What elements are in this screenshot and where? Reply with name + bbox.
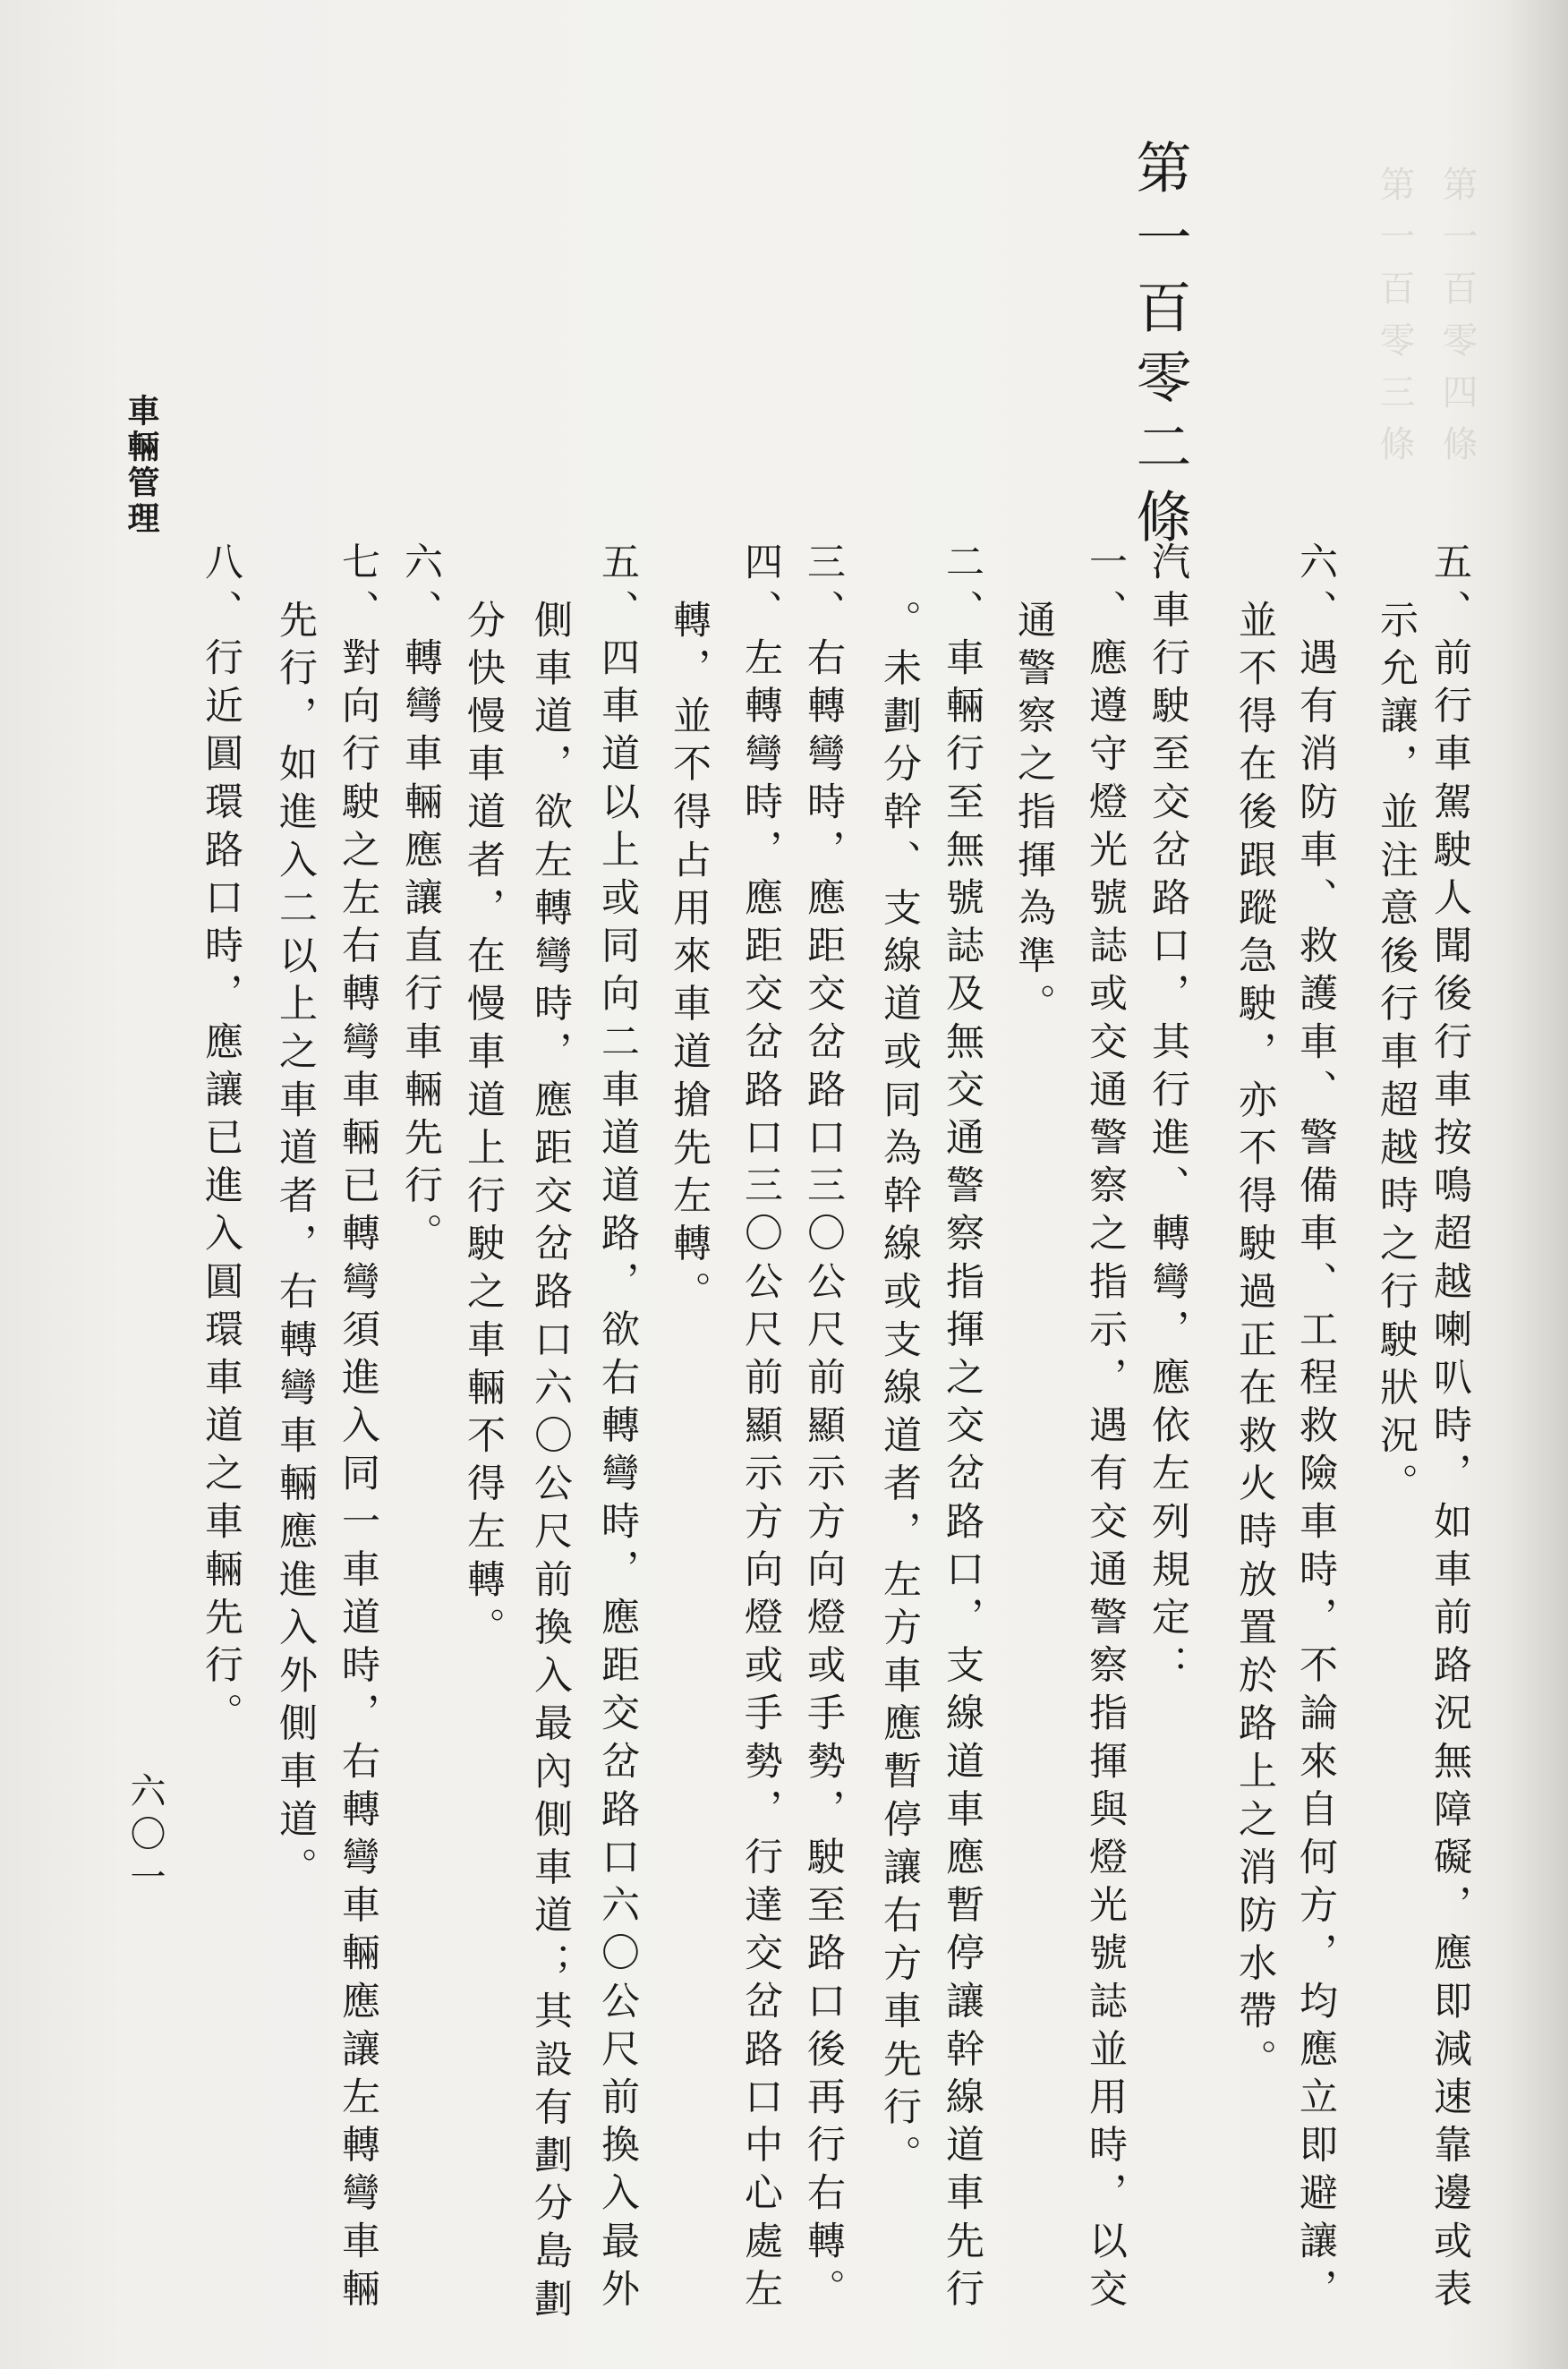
text-column: 五、四車道以上或同向二車道道路，欲右轉彎時，應距交岔路口六〇公尺前換入最外 — [595, 541, 640, 2317]
text-column: 先行，如進入二以上之車道者，右轉彎車輛應進入外側車道。 — [273, 600, 318, 1896]
text-column: 示允讓，並注意後行車超越時之行駛狀況。 — [1374, 600, 1419, 1512]
text-column: 六、轉彎車輛應讓直行車輛先行。 — [398, 541, 443, 1261]
text-column: 八、行近圓環路口時，應讓已進入圓環車道之車輛先行。 — [199, 541, 243, 1741]
text-column: 轉，並不得占用來車道搶先左轉。 — [667, 600, 712, 1319]
text-column: 一、應遵守燈光號誌或交通警察之指示，遇有交通警察指揮與燈光號誌並用時，以交 — [1083, 541, 1128, 2317]
text-column: 通警察之指揮為準。 — [1011, 600, 1056, 1032]
text-column: 四、左轉彎時，應距交岔路口三〇公尺前顯示方向燈或手勢，行達交岔路口中心處左 — [738, 541, 783, 2317]
text-column: 五、前行車駕駛人聞後行車按鳴超越喇叭時，如車前路況無障礙，應即減速靠邊或表 — [1427, 541, 1472, 2317]
text-column: 分快慢車道者，在慢車道上行駛之車輛不得左轉。 — [461, 600, 506, 1656]
bleed-through-text: 第一百零三條 — [1374, 166, 1415, 477]
text-column: 。未劃分幹、支線道或同為幹線或支線道者，左方車應暫停讓右方車先行。 — [877, 600, 922, 2183]
text-column: 七、對向行駛之左右轉彎車輛已轉彎須進入同一車道時，右轉彎車輛應讓左轉彎車輛 — [336, 541, 380, 2317]
article-title: 第一百零二條 — [1127, 139, 1192, 558]
bleed-through-text: 第一百零四條 — [1436, 166, 1478, 477]
page-number: 六〇一 — [124, 1772, 166, 1901]
running-head: 車輛管理 — [123, 394, 160, 537]
text-column: 側車道，欲左轉彎時，應距交岔路口六〇公尺前換入最內側車道；其設有劃分島劃 — [528, 600, 573, 2327]
text-column: 並不得在後跟蹤急駛，亦不得駛過正在救火時放置於路上之消防水帶。 — [1232, 600, 1277, 2087]
text-column: 三、右轉彎時，應距交岔路口三〇公尺前顯示方向燈或手勢，駛至路口後再行右轉。 — [801, 541, 846, 2317]
text-column: 六、遇有消防車、救護車、警備車、工程救險車時，不論來自何方，均應立即避讓， — [1293, 541, 1338, 2317]
text-column: 二、車輛行至無號誌及無交通警察指揮之交岔路口，支線道車應暫停讓幹線道車先行 — [940, 541, 984, 2317]
text-column: 汽車行駛至交岔路口，其行進、轉彎，應依左列規定： — [1146, 541, 1190, 1693]
